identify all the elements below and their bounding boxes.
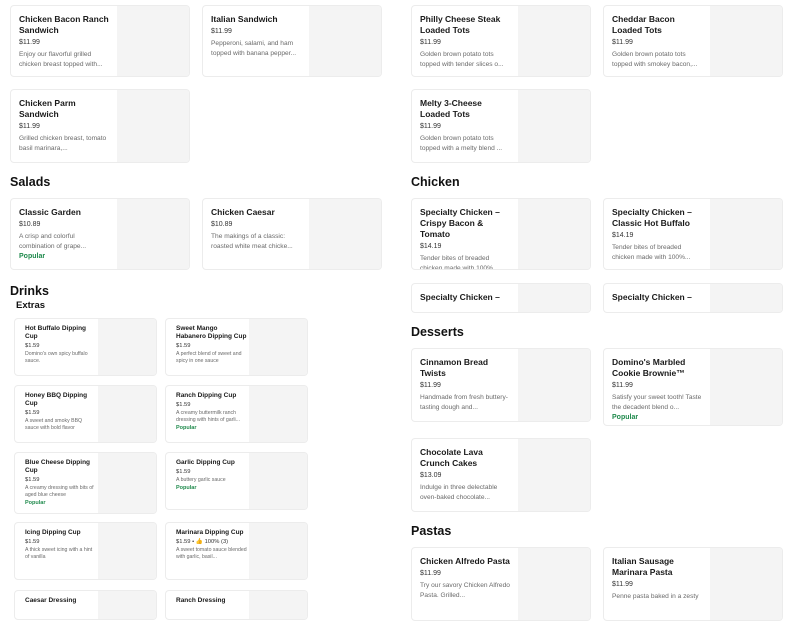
item-image: [309, 199, 381, 269]
item-price: $1.59: [25, 477, 40, 483]
menu-item-card[interactable]: [165, 522, 308, 580]
menu-item-card[interactable]: [10, 89, 190, 163]
item-title: Italian Sausage Marinara Pasta: [612, 556, 674, 577]
item-price: $10.89: [19, 221, 41, 228]
menu-item-card[interactable]: [603, 283, 783, 313]
item-image: [249, 386, 307, 442]
item-title: Chocolate Lava Crunch Cakes: [420, 447, 483, 468]
item-description: Tender bites of breaded chicken made with 100%...: [420, 255, 499, 270]
item-description: A crisp and colorful combination of grape...: [19, 233, 87, 250]
section-heading-desserts: Desserts: [411, 325, 464, 339]
item-image: [249, 453, 307, 509]
item-title: Marinara Dipping Cup: [176, 529, 244, 536]
menu-item-card[interactable]: [411, 283, 591, 313]
item-price: $10.89: [211, 221, 233, 228]
item-title: Specialty Chicken – Classic Hot Buffalo: [612, 207, 692, 228]
item-image: [98, 591, 156, 619]
item-image: [710, 349, 782, 425]
item-description: Try our savory Chicken Alfredo Pasta. Grilled...: [420, 582, 510, 599]
menu-item-card[interactable]: [14, 385, 157, 443]
item-image: [249, 319, 307, 375]
menu-item-card[interactable]: [202, 198, 382, 270]
menu-item-card[interactable]: [411, 198, 591, 270]
item-image: [518, 284, 590, 312]
item-image: [249, 523, 307, 579]
item-title: Caesar Dressing: [25, 597, 77, 604]
item-price: $11.99: [420, 123, 441, 130]
item-description: A sweet and smoky BBQ sauce with bold flavor: [25, 418, 83, 431]
item-description: A sweet tomato sauce blended with garlic, basil...: [176, 547, 247, 560]
item-image: [117, 199, 189, 269]
item-price: $11.99: [420, 570, 441, 577]
menu-item-card[interactable]: [10, 198, 190, 270]
item-price: $1.59: [176, 343, 191, 349]
item-description: Golden brown potato tots topped with a melty blend ...: [420, 135, 503, 152]
item-description: A thick sweet icing with a hint of vanilla: [25, 547, 93, 560]
item-description: Golden brown potato tots topped with smokey bacon,...: [612, 51, 698, 68]
item-image: [98, 523, 156, 579]
item-description: Satisfy your sweet tooth! Taste the decadent blend o...: [612, 394, 702, 411]
item-image: [518, 6, 590, 76]
item-title: Chicken Parm Sandwich: [19, 98, 76, 119]
item-price: $1.59 • 👍 100% (3): [176, 539, 229, 545]
item-title: Classic Garden: [19, 207, 81, 217]
item-title: Specialty Chicken –: [420, 292, 500, 302]
item-title: Italian Sandwich: [211, 14, 278, 24]
subsection-heading-extras: Extras: [16, 300, 46, 311]
menu-item-card[interactable]: [411, 348, 591, 422]
item-price: $11.99: [19, 123, 40, 130]
item-description: A buttery garlic sauce: [176, 477, 226, 483]
menu-item-card[interactable]: [14, 318, 157, 376]
item-price: $11.99: [612, 581, 633, 588]
item-title: Chicken Alfredo Pasta: [420, 556, 510, 566]
item-title: Chicken Caesar: [211, 207, 275, 217]
item-description: Penne pasta baked in a zesty: [612, 593, 699, 600]
item-price: $11.99: [612, 382, 633, 389]
popular-badge: Popular: [25, 500, 46, 506]
menu-item-card[interactable]: [411, 547, 591, 621]
section-heading-pastas: Pastas: [411, 524, 452, 538]
item-title: Sweet Mango Habanero Dipping Cup: [176, 325, 247, 340]
item-image: [98, 386, 156, 442]
item-price: $14.19: [612, 232, 634, 239]
item-title: Cinnamon Bread Twists: [420, 357, 489, 378]
item-description: A creamy dressing with bits of aged blue cheese: [25, 485, 94, 498]
item-title: Cheddar Bacon Loaded Tots: [612, 14, 675, 35]
item-description: Pepperoni, salami, and ham topped with banana pepper...: [211, 40, 297, 57]
menu-item-card[interactable]: [165, 318, 308, 376]
item-description: A creamy buttermilk ranch dressing with hints of garli...: [176, 410, 241, 423]
item-price: $11.99: [19, 39, 40, 46]
item-description: Domino's own spicy buffalo sauce.: [25, 351, 88, 364]
item-image: [117, 6, 189, 76]
item-image: [98, 319, 156, 375]
menu-item-card[interactable]: [411, 5, 591, 77]
item-price: $1.59: [176, 402, 191, 408]
section-heading-drinks: Drinks: [10, 284, 49, 298]
item-price: $11.99: [612, 39, 633, 46]
item-title: Hot Buffalo Dipping Cup: [25, 325, 87, 340]
menu-item-card[interactable]: [165, 385, 308, 443]
item-image: [710, 284, 782, 312]
section-heading-chicken: Chicken: [411, 175, 460, 189]
menu-item-card[interactable]: [603, 198, 783, 270]
item-image: [710, 199, 782, 269]
item-image: [518, 199, 590, 269]
item-title: Honey BBQ Dipping Cup: [25, 392, 88, 407]
item-image: [249, 591, 307, 619]
item-title: Philly Cheese Steak Loaded Tots: [420, 14, 501, 35]
item-title: Blue Cheese Dipping Cup: [25, 459, 91, 474]
item-image: [710, 6, 782, 76]
menu-item-card[interactable]: [165, 452, 308, 510]
item-description: Handmade from fresh buttery-tasting dough and...: [420, 394, 508, 411]
menu-item-card[interactable]: [165, 590, 308, 620]
item-price: $13.09: [420, 472, 442, 479]
menu-item-card[interactable]: [14, 590, 157, 620]
menu-item-card[interactable]: [10, 5, 190, 77]
menu-item-card[interactable]: [14, 522, 157, 580]
item-description: A perfect blend of sweet and spicy in one sauce: [176, 351, 242, 364]
item-price: $1.59: [25, 343, 40, 349]
item-price: $1.59: [25, 410, 40, 416]
item-description: Golden brown potato tots topped with tender slices o...: [420, 51, 504, 68]
item-description: Tender bites of breaded chicken made with 100%...: [612, 244, 691, 261]
item-image: [117, 90, 189, 162]
popular-badge: Popular: [176, 485, 197, 491]
menu-item-card[interactable]: [603, 5, 783, 77]
item-description: Indulge in three delectable oven-baked chocolate...: [420, 484, 498, 501]
item-price: $14.19: [420, 243, 442, 250]
item-title: Garlic Dipping Cup: [176, 459, 235, 466]
menu-item-card[interactable]: [411, 438, 591, 512]
popular-badge: Popular: [19, 253, 46, 260]
menu-item-card[interactable]: [14, 452, 157, 514]
item-title: Domino's Marbled Cookie Brownie™: [612, 357, 686, 378]
item-price: $11.99: [211, 28, 232, 35]
item-price: $11.99: [420, 382, 441, 389]
section-heading-salads: Salads: [10, 175, 51, 189]
menu-item-card[interactable]: [603, 348, 783, 426]
item-title: Melty 3-Cheese Loaded Tots: [420, 98, 482, 119]
item-price: $1.59: [25, 539, 40, 545]
item-title: Specialty Chicken –: [612, 292, 692, 302]
item-title: Chicken Bacon Ranch Sandwich: [19, 14, 109, 35]
item-price: $1.59: [176, 469, 191, 475]
menu-item-card[interactable]: [202, 5, 382, 77]
item-title: Ranch Dipping Cup: [176, 392, 237, 399]
popular-badge: Popular: [176, 425, 197, 431]
popular-badge: Popular: [612, 414, 639, 421]
item-description: Enjoy our flavorful grilled chicken breast topped with...: [19, 51, 103, 68]
item-image: [518, 548, 590, 620]
item-image: [710, 548, 782, 620]
item-image: [518, 90, 590, 162]
item-description: The makings of a classic: roasted white meat chicke...: [211, 233, 293, 250]
item-description: Grilled chicken breast, tomato basil marinara,...: [19, 135, 107, 152]
item-image: [98, 453, 156, 513]
menu-item-card[interactable]: [603, 547, 783, 621]
item-title: Specialty Chicken – Crispy Bacon & Tomato: [420, 207, 500, 239]
item-title: Ranch Dressing: [176, 597, 226, 604]
menu-item-card[interactable]: [411, 89, 591, 163]
item-price: $11.99: [420, 39, 441, 46]
item-image: [518, 349, 590, 421]
item-image: [309, 6, 381, 76]
item-image: [518, 439, 590, 511]
item-title: Icing Dipping Cup: [25, 529, 81, 536]
